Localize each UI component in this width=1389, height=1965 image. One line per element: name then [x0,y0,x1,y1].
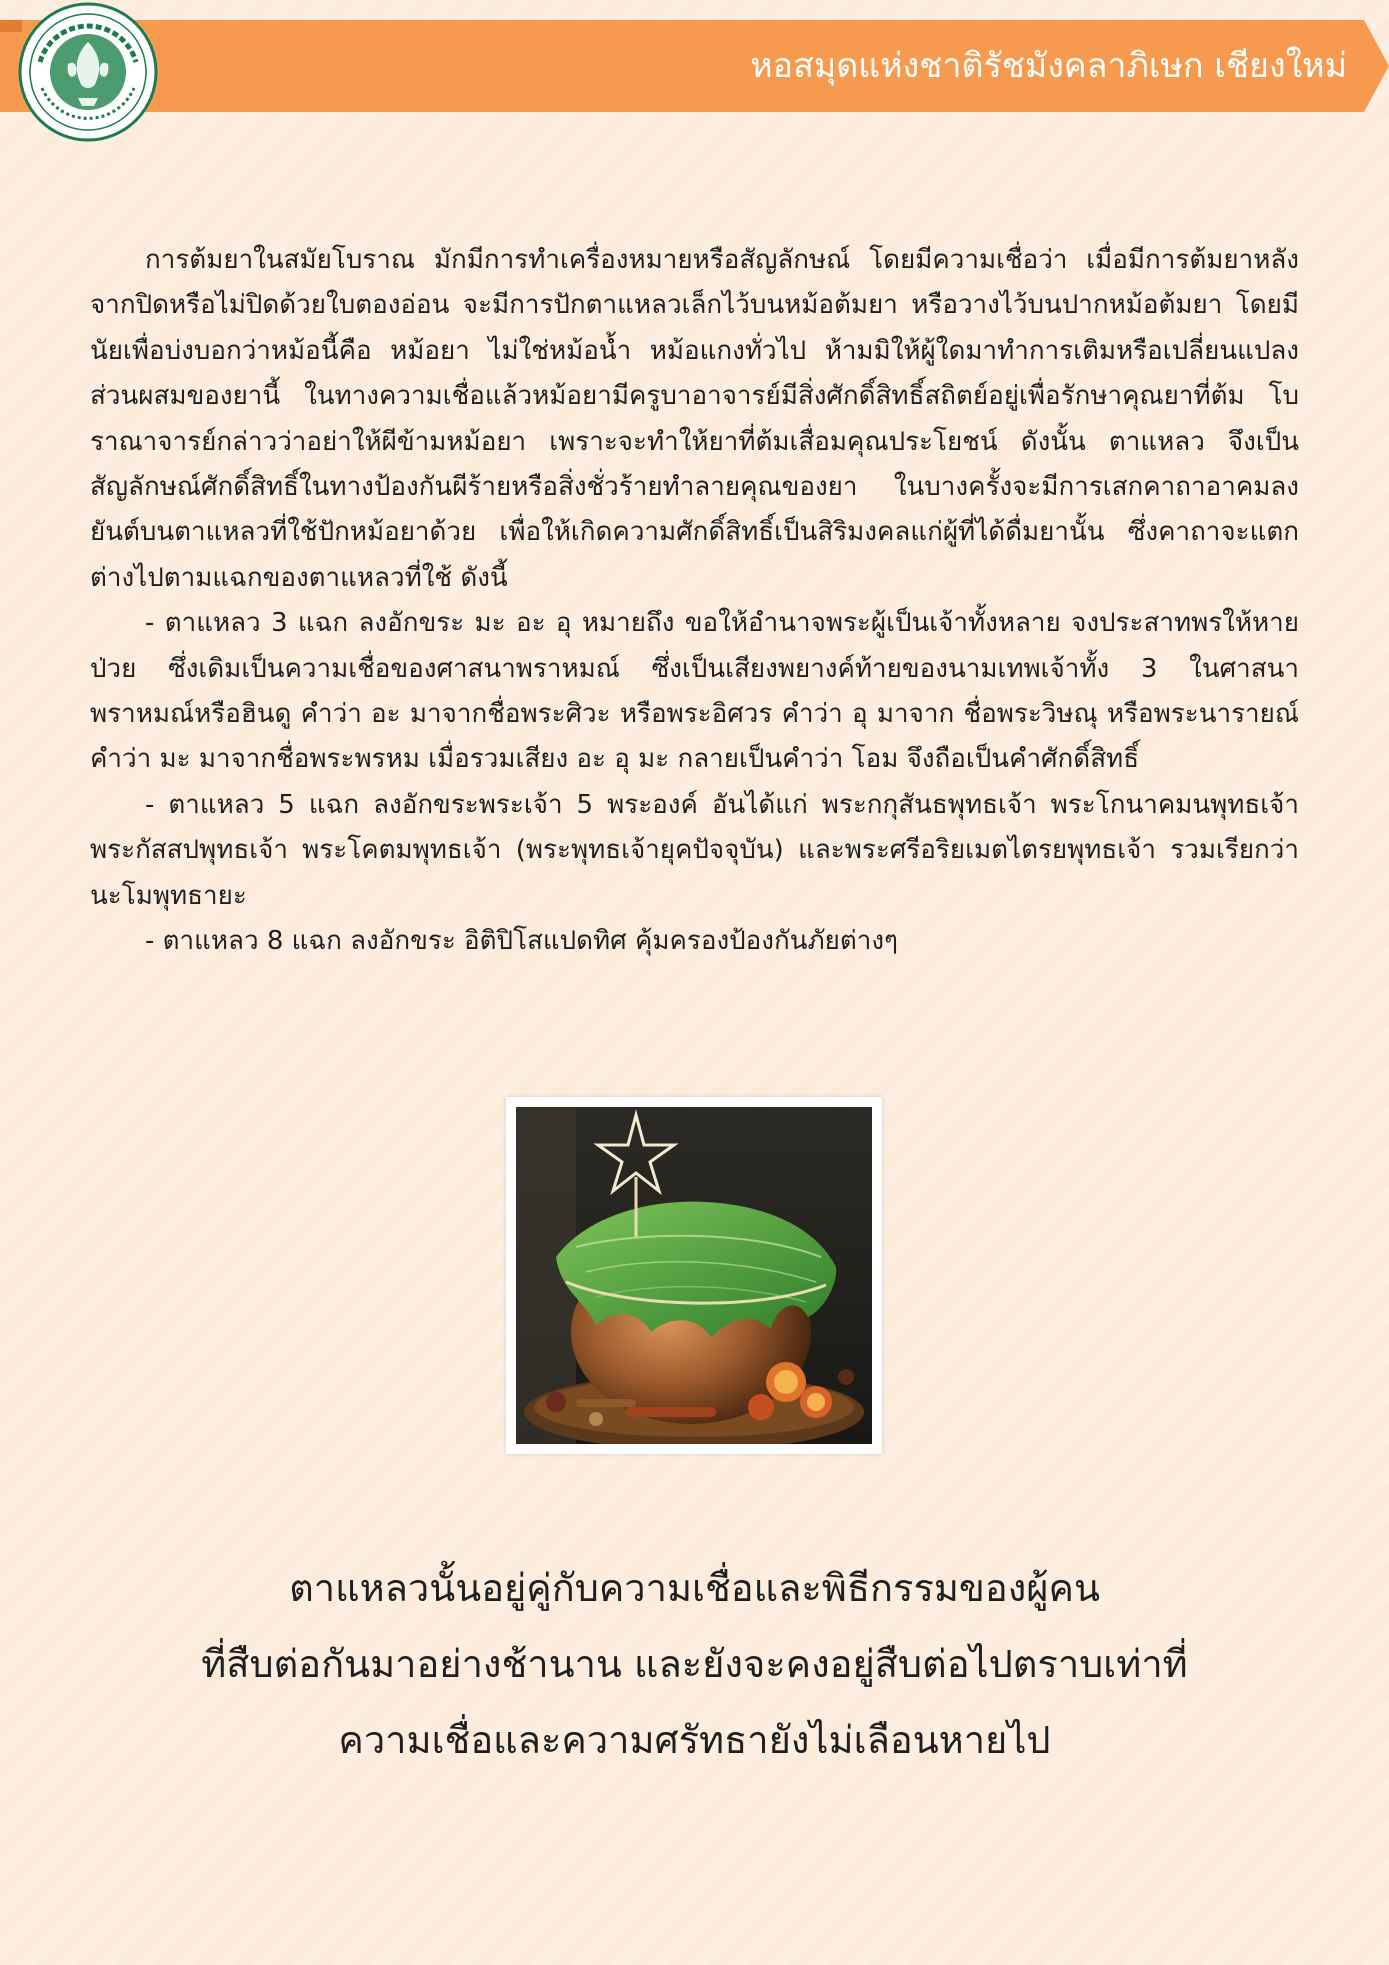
fine-arts-department-seal-logo [18,2,158,142]
eight-point-taleo-paragraph: - ตาแหลว 8 แฉก ลงอักขระ อิติปิโสแปดทิศ คุ้มครองป้องกันภัยต่างๆ [145,926,898,957]
closing-statement [90,1550,1299,1778]
banner-title: หอสมุดแห่งชาติรัชมังคลาภิเษก เชียงใหม่ [750,46,1347,86]
header-banner [0,20,1389,112]
closing-line-2: ที่สืบต่อกันมาอย่างช้านาน และยังจะคงอยู่สืบต่อไปตราบเท่าที่ [201,1642,1188,1686]
five-point-taleo-paragraph: - ตาแหลว 5 แฉก ลงอักขระพระเจ้า 5 พระองค์ อันได้แก่ พระกกุสันธพุทธเจ้า พระโกนาคมนพุทธเจ้า พระกัสสปพุทธเจ้า พระโคตมพุทธเจ้า (พระพุทธเจ้ายุคปัจจุบัน) และพระศรีอริยเมตไตรยพุทธเจ้า รวมเรียกว่า นะโมพุทธายะ [90,789,1299,911]
article-body [90,238,1299,965]
closing-line-3: ความเชื่อและความศรัทธายังไม่เลือนหายไป [338,1718,1051,1762]
medicine-pot-photo [506,1097,882,1454]
three-point-taleo-paragraph: - ตาแหลว 3 แฉก ลงอักขระ มะ อะ อุ หมายถึง ขอให้อำนาจพระผู้เป็นเจ้าทั้งหลาย จงประสาทพรให้หายป่วย ซึ่งเดิมเป็นความเชื่อของศาสนาพราหมณ์ ซึ่งเป็นเสียงพยางค์ท้ายของนามเทพเจ้าทั้ง 3 ในศาสนาพราหมณ์หรือฮินดู คำว่า อะ มาจากชื่อพระศิวะ หรือพระอิศวร คำว่า อุ มาจาก ชื่อพระวิษณุ หรือพระนารายณ์ คำว่า มะ มาจากชื่อพระพรหม เมื่อรวมเสียง อะ อุ มะ กลายเป็นคำว่า โอม จึงถือเป็นคำศักดิ์สิทธิ์ [90,608,1299,775]
closing-line-1: ตาแหลวนั้นอยู่คู่กับความเชื่อและพิธีกรรมของผู้คน [289,1566,1100,1610]
intro-paragraph: การต้มยาในสมัยโบราณ มักมีการทำเครื่องหมายหรือสัญลักษณ์ โดยมีความเชื่อว่า เมื่อมีการต้มยาหลังจากปิดหรือไม่ปิดด้วยใบตองอ่อน จะมีการปักตาแหลวเล็กไว้บนหม้อต้มยา หรือวางไว้บนปากหม้อต้มยา โดยมีนัยเพื่อบ่งบอกว่าหม้อนี้คือ หม้อยา ไม่ใช่หม้อน้ำ หม้อแกงทั่วไป ห้ามมิให้ผู้ใดมาทำการเติมหรือเปลี่ยนแปลงส่วนผสมของยานี้ ในทางความเชื่อแล้วหม้อยามีครูบาอาจารย์มีสิ่งศักดิ์สิทธิ์สถิตย์อยู่เพื่อรักษาคุณยาที่ต้ม โบราณาจารย์กล่าวว่าอย่าให้ผีข้ามหม้อยา เพราะจะทำให้ยาที่ต้มเสื่อมคุณประโยชน์ ดังนั้น ตาแหลว จึงเป็นสัญลักษณ์ศักดิ์สิทธิ์ในทางป้องกันผีร้ายหรือสิ่งชั่วร้ายทำลายคุณของยา ในบางครั้งจะมีการเสกคาถาอาคมลงยันต์บนตาแหลวที่ใช้ปักหม้อยาด้วย เพื่อให้เกิดความศักดิ์สิทธิ์เป็นสิริมงคลแก่ผู้ที่ได้ดื่มยานั้น ซึ่งคาถาจะแตกต่างไปตามแฉกของตาแหลวที่ใช้ ดังนี้ [90,245,1299,593]
